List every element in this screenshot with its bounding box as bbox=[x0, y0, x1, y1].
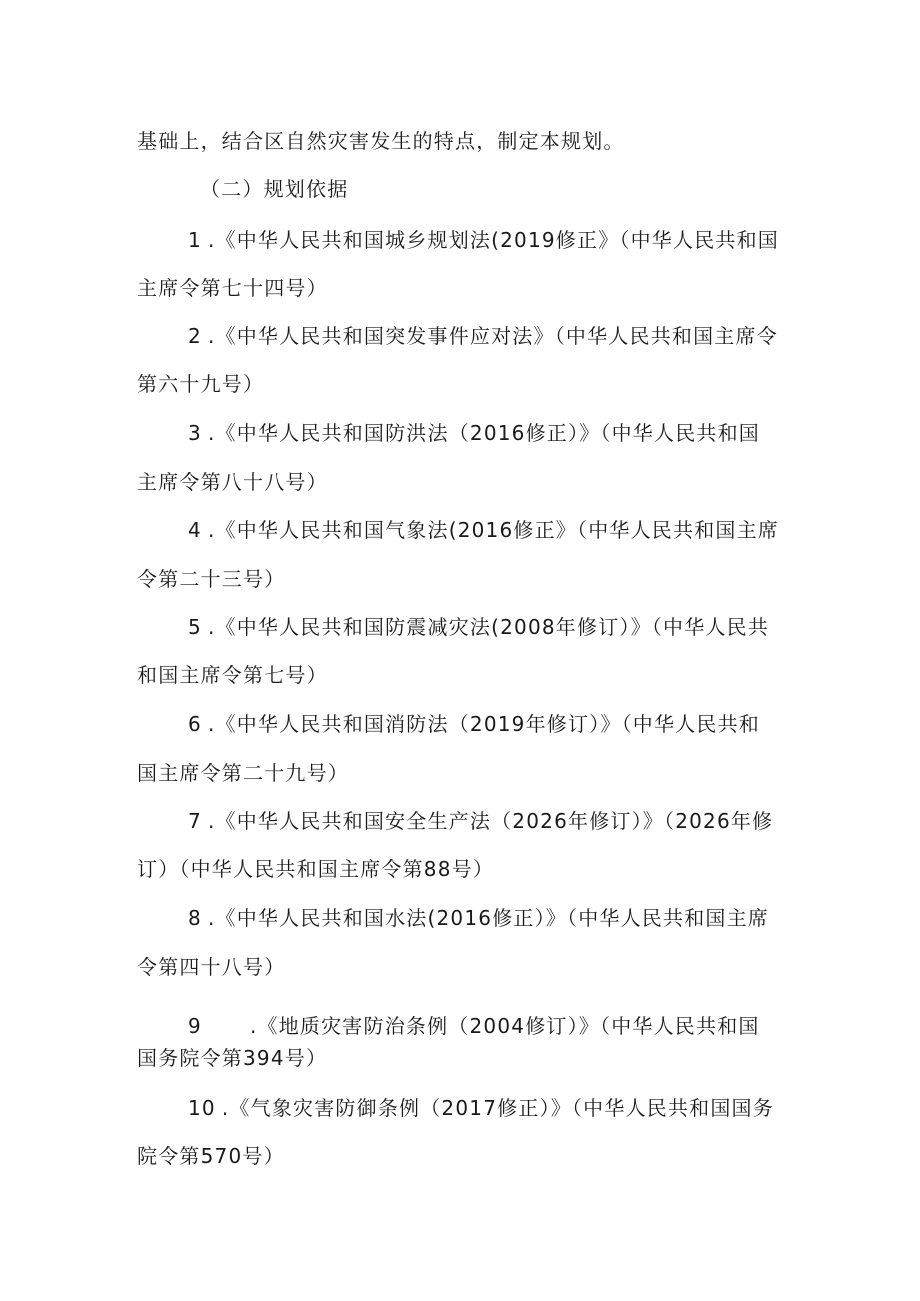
list-item-text: .《中华人民共和国水法(2016修正）》（中华人民共和国主席 bbox=[207, 906, 769, 930]
list-item-6-line1 bbox=[188, 710, 760, 738]
list-item-number: 3 bbox=[188, 421, 202, 445]
list-item-number: 2 bbox=[188, 324, 202, 348]
list-item-8-line2: 令第四十八号） bbox=[137, 955, 286, 979]
list-item-5-line2: 和国主席令第七号） bbox=[137, 663, 328, 687]
list-item-4-line1 bbox=[188, 516, 779, 544]
list-item-2-line2: 第六十九号） bbox=[137, 372, 265, 396]
list-item-9-line1 bbox=[188, 1012, 760, 1040]
section-heading: （二）规划依据 bbox=[200, 177, 349, 201]
list-item-number: 9 bbox=[188, 1014, 202, 1038]
list-item-text: .《中华人民共和国城乡规划法(2019修正》（中华人民共和国 bbox=[207, 228, 779, 252]
list-item-number: 1 bbox=[188, 228, 202, 252]
list-item-number: 8 bbox=[188, 906, 202, 930]
list-item-5-line1 bbox=[188, 613, 769, 641]
list-item-3-line2: 主席令第八十八号） bbox=[137, 470, 328, 494]
list-item-text: .《地质灾害防治条例（2004修订）》（中华人民共和国 bbox=[249, 1014, 760, 1038]
list-item-text: .《中华人民共和国防洪法（2016修正）》（中华人民共和国 bbox=[207, 421, 760, 445]
list-item-10-line2: 院令第570号） bbox=[137, 1144, 285, 1168]
list-item-10-line1 bbox=[188, 1094, 774, 1122]
list-item-7-line2: 订）（中华人民共和国主席令第88号） bbox=[137, 857, 495, 881]
list-item-text: .《中华人民共和国突发事件应对法》（中华人民共和国主席令 bbox=[207, 324, 778, 348]
list-item-text: .《中华人民共和国气象法(2016修正》（中华人民共和国主席 bbox=[207, 518, 779, 542]
list-item-number: 5 bbox=[188, 615, 202, 639]
list-item-4-line2: 令第二十三号） bbox=[137, 567, 286, 591]
list-item-number: 7 bbox=[188, 809, 202, 833]
list-item-text: .《中华人民共和国安全生产法（2026年修订）》（2026年修 bbox=[207, 809, 774, 833]
intro-continuation: 基础上，结合区自然灾害发生的特点，制定本规划。 bbox=[137, 129, 625, 153]
list-item-2-line1 bbox=[188, 322, 778, 350]
list-item-text: .《气象灾害防御条例（2017修正）》（中华人民共和国国务 bbox=[221, 1096, 774, 1120]
list-item-9-line2: 国务院令第394号） bbox=[137, 1046, 328, 1070]
list-item-number: 4 bbox=[188, 518, 202, 542]
list-item-6-line2: 国主席令第二十九号） bbox=[137, 761, 349, 785]
list-item-number: 10 bbox=[188, 1096, 216, 1120]
list-item-1-line1 bbox=[188, 226, 779, 254]
list-item-7-line1 bbox=[188, 807, 773, 835]
list-item-3-line1 bbox=[188, 419, 760, 447]
list-item-number: 6 bbox=[188, 712, 202, 736]
list-item-1-line2: 主席令第七十四号） bbox=[137, 276, 328, 300]
list-item-text: .《中华人民共和国消防法（2019年修订）》（中华人民共和 bbox=[207, 712, 760, 736]
list-item-8-line1 bbox=[188, 904, 769, 932]
list-item-text: .《中华人民共和国防震减灾法(2008年修订）》（中华人民共 bbox=[207, 615, 769, 639]
